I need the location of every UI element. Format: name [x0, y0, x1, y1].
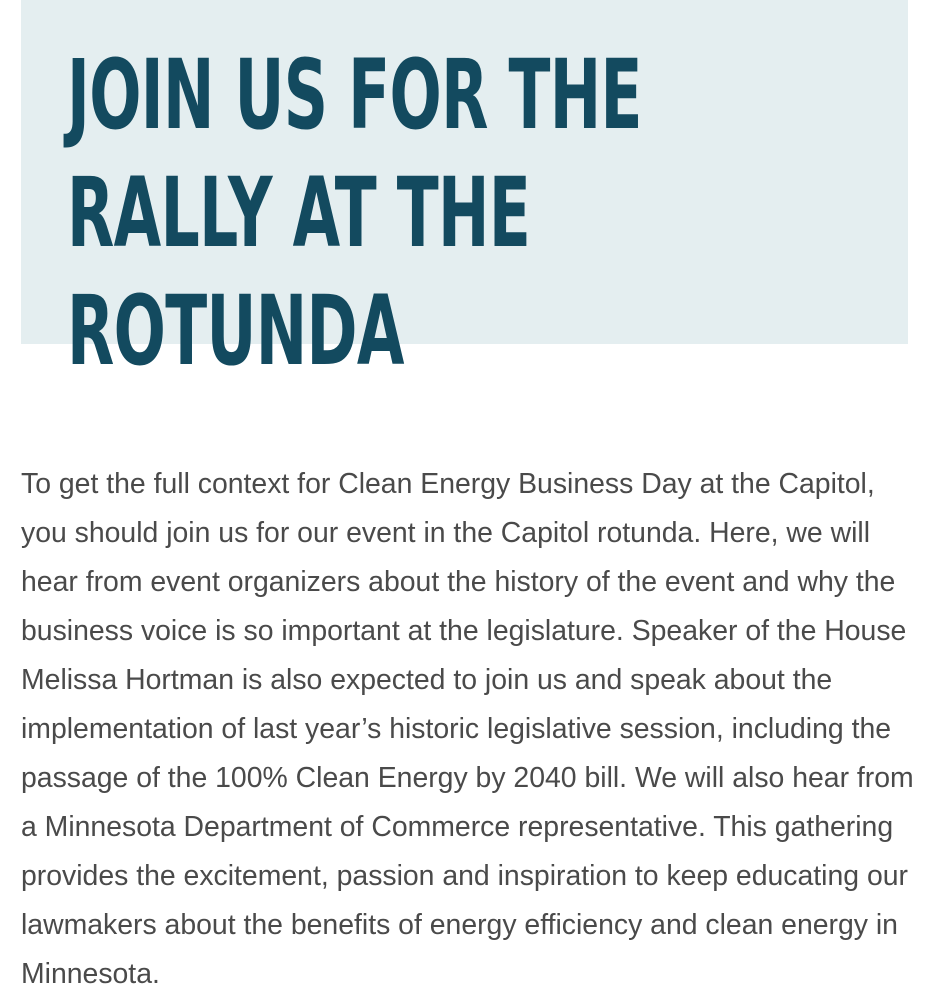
page-title	[67, 36, 642, 390]
title-line-3: ROTUNDA	[67, 275, 404, 387]
body-paragraph: To get the full context for Clean Energy Business Day at the Capitol, you should join us for our event in the Capitol rotunda. Here, we will hear from event organizers about the history of the event and why the business voice is so important at the legislature. Speaker of the House Melissa Hortman is also expected to join us and speak about the implementation of last year’s historic legislative session, including the passage of the 100% Clean Energy by 2040 bill. We will also hear from a Minnesota Department of Commerce representative. This gathering provides the excitement, passion and inspiration to keep educating our lawmakers about the benefits of energy efficiency and clean energy in Minnesota.	[21, 468, 914, 990]
title-line-1: JOIN US FOR THE	[67, 39, 642, 151]
title-line-2: RALLY AT THE	[67, 157, 531, 269]
